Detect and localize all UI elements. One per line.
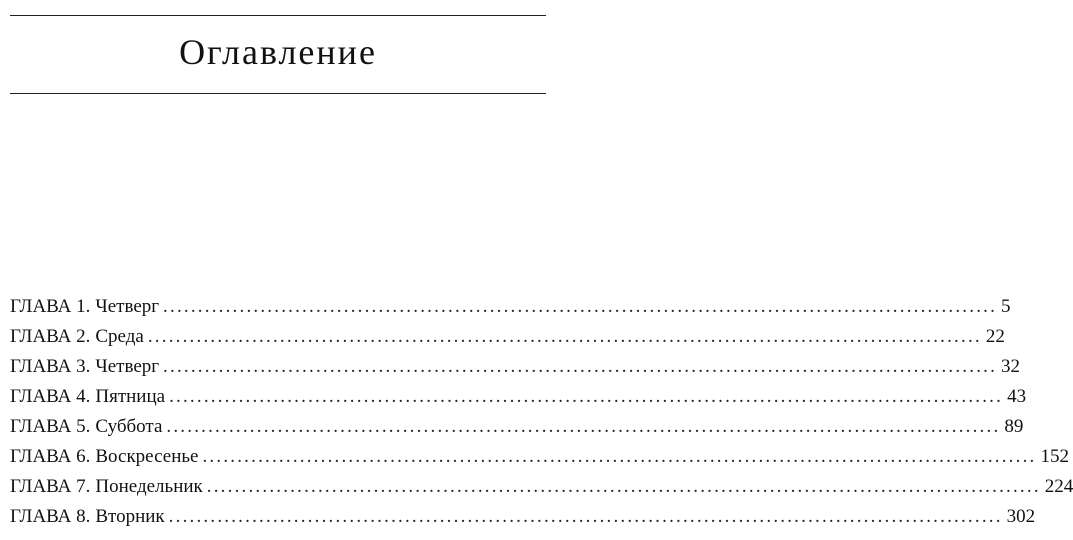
toc-entry[interactable] [10,412,1024,442]
toc-chapter-title: Вторник [95,506,165,527]
table-of-contents [10,292,1073,532]
toc-chapter-number: ГЛАВА 6. [10,446,91,467]
toc-entry[interactable] [10,322,1005,352]
toc-entry-label [10,502,165,532]
toc-chapter-number: ГЛАВА 4. [10,386,91,407]
toc-chapter-title: Четверг [95,296,160,317]
toc-page-number: 224 [1044,476,1073,497]
toc-page-number: 32 [1001,356,1021,377]
dot-leader: ........................................................................................................................ [202,446,1037,467]
toc-page-number: 89 [1004,416,1024,437]
toc-entry-label [10,352,159,382]
toc-entry[interactable] [10,442,1069,472]
dot-leader: ........................................................................................................................ [163,356,998,377]
page-title: Оглавление [179,32,377,72]
dot-leader: ........................................................................................................................ [147,326,982,347]
toc-entry[interactable] [10,472,1073,502]
toc-page-number: 302 [1006,506,1036,527]
toc-entry[interactable] [10,502,1036,532]
toc-chapter-number: ГЛАВА 7. [10,476,91,497]
toc-chapter-title: Понедельник [95,476,203,497]
title-underline-rule [10,93,546,94]
toc-entry-label [10,472,203,502]
dot-leader: ........................................................................................................................ [163,296,998,317]
toc-page-number: 5 [1001,296,1011,317]
toc-chapter-number: ГЛАВА 8. [10,506,91,527]
dot-leader: ........................................................................................................................ [169,386,1004,407]
toc-chapter-title: Суббота [95,416,163,437]
toc-chapter-number: ГЛАВА 2. [10,326,91,347]
toc-chapter-title: Пятница [95,386,166,407]
toc-chapter-title: Четверг [95,356,160,377]
toc-entry[interactable] [10,292,1011,322]
toc-page-number: 43 [1007,386,1027,407]
dot-leader: ........................................................................................................................ [168,506,1003,527]
toc-entry[interactable] [10,352,1021,382]
toc-entry-label [10,442,198,472]
toc-chapter-number: ГЛАВА 1. [10,296,91,317]
toc-chapter-title: Воскресенье [95,446,199,467]
toc-entry-label [10,322,144,352]
toc-entry-label [10,412,162,442]
toc-entry-label [10,292,159,322]
dot-leader: ........................................................................................................................ [206,476,1041,497]
toc-chapter-number: ГЛАВА 3. [10,356,91,377]
toc-chapter-title: Среда [95,326,144,347]
toc-chapter-number: ГЛАВА 5. [10,416,91,437]
toc-page-number: 152 [1040,446,1069,467]
toc-entry-label [10,382,165,412]
toc-page-number: 22 [985,326,1005,347]
dot-leader: ........................................................................................................................ [166,416,1001,437]
toc-entry[interactable] [10,382,1027,412]
top-rule [10,15,546,16]
